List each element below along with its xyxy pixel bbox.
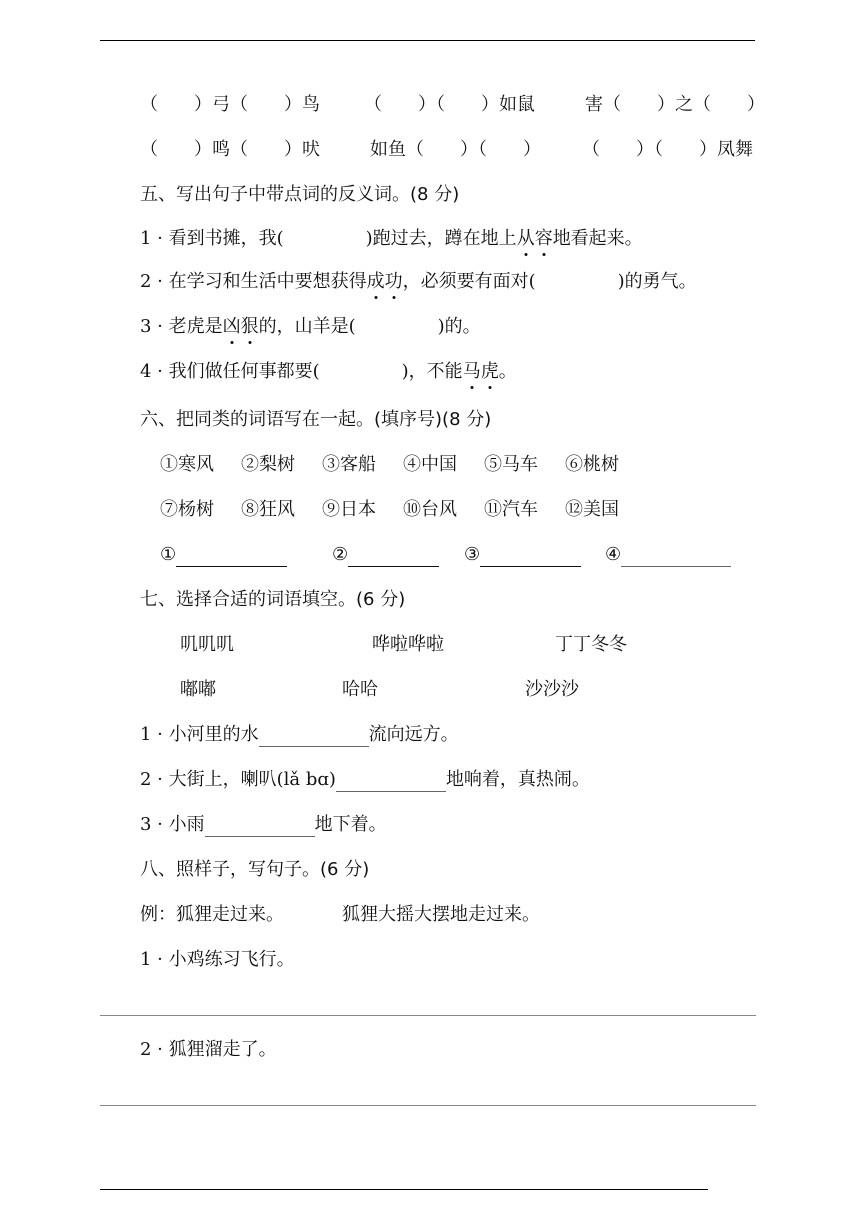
category-label: ③ bbox=[464, 544, 481, 565]
word-12: ⑫美国 bbox=[565, 499, 619, 520]
idiom-1-3: 害（ ）之（ ） bbox=[585, 94, 765, 115]
q-number: 1 · bbox=[140, 228, 169, 249]
example-label: 例：狐狸走过来。 bbox=[140, 904, 284, 925]
idiom-2-2: 如鱼（ ）（ ） bbox=[370, 139, 541, 160]
answer-line-1[interactable] bbox=[100, 1015, 756, 1016]
category-blank[interactable] bbox=[176, 546, 287, 567]
word-7: ⑦杨树 bbox=[160, 499, 214, 520]
word-1: ①寒风 bbox=[160, 454, 214, 475]
category-label: ② bbox=[332, 544, 349, 565]
dotted-char: 功 bbox=[384, 271, 403, 292]
q-text: 小河里的水 bbox=[168, 724, 259, 745]
idiom-2-1: （ ）鸣（ ）吠 bbox=[140, 139, 320, 160]
word-3: ③客船 bbox=[322, 454, 376, 475]
dotted-char: 成 bbox=[366, 271, 385, 292]
dotted-char: 从 bbox=[516, 228, 535, 249]
fill-blank[interactable] bbox=[205, 816, 315, 837]
dotted-char: 容 bbox=[534, 228, 553, 249]
dotted-char: 凶 bbox=[222, 316, 241, 337]
word-9: ⑨日本 bbox=[322, 499, 376, 520]
idiom-2-3: （ ）（ ）凤舞 bbox=[582, 139, 753, 160]
section8-q1: 1 · 小鸡练习飞行。 bbox=[140, 949, 295, 970]
category-label: ④ bbox=[605, 544, 622, 565]
q-text: ，必须要有面对( bbox=[402, 271, 536, 292]
category-blank[interactable] bbox=[480, 546, 581, 567]
q-number: 3 · bbox=[140, 814, 169, 835]
q-text: 老虎是 bbox=[168, 316, 223, 337]
fill-blank[interactable] bbox=[259, 726, 369, 747]
category-answer-1 bbox=[160, 543, 287, 567]
q-text: 大街上，喇叭(lǎ bɑ) bbox=[168, 769, 336, 790]
word-8: ⑧狂风 bbox=[241, 499, 295, 520]
section7-q3 bbox=[140, 813, 387, 837]
q-text: 地下着。 bbox=[314, 814, 387, 835]
section7-title: 七、选择合适的词语填空。(6 分) bbox=[140, 589, 406, 610]
section7-q2 bbox=[140, 768, 590, 792]
category-label: ① bbox=[160, 544, 177, 565]
category-answer-2 bbox=[332, 543, 439, 567]
word-5: ⑤马车 bbox=[484, 454, 538, 475]
dotted-char: 狠 bbox=[240, 316, 259, 337]
q-text: )的勇气。 bbox=[617, 271, 697, 292]
q-text: 小雨 bbox=[168, 814, 205, 835]
q-number: 1 · bbox=[140, 724, 169, 745]
q-text: 地看起来。 bbox=[552, 228, 643, 249]
section8-title: 八、照样子，写句子。(6 分) bbox=[140, 859, 370, 880]
section5-q2 bbox=[140, 270, 697, 294]
example-answer: 狐狸大摇大摆地走过来。 bbox=[342, 904, 540, 925]
q-text: 看到书摊，我( bbox=[168, 228, 284, 249]
word-6: ⑥桃树 bbox=[565, 454, 619, 475]
category-blank[interactable] bbox=[621, 546, 731, 567]
category-answer-3 bbox=[464, 543, 581, 567]
fill-blank[interactable] bbox=[336, 771, 446, 792]
category-answer-4 bbox=[605, 543, 731, 567]
answer-line-2[interactable] bbox=[100, 1105, 756, 1106]
section5-q1 bbox=[140, 227, 643, 251]
choice-word: 哗啦哗啦 bbox=[372, 634, 444, 655]
bottom-rule bbox=[100, 1189, 708, 1190]
section5-q4 bbox=[140, 360, 517, 384]
word-10: ⑩台风 bbox=[403, 499, 457, 520]
q-text: 我们做任何事都要( bbox=[168, 361, 320, 382]
q-number: 4 · bbox=[140, 361, 169, 382]
word-2: ②梨树 bbox=[241, 454, 295, 475]
choice-word: 嘟嘟 bbox=[180, 679, 216, 700]
q-text: 地响着，真热闹。 bbox=[445, 769, 590, 790]
q-text: 。 bbox=[498, 361, 517, 382]
q-number: 2 · bbox=[140, 271, 169, 292]
section8-q2: 2 · 狐狸溜走了。 bbox=[140, 1039, 277, 1060]
word-11: ⑪汽车 bbox=[484, 499, 538, 520]
section5-title: 五、写出句子中带点词的反义词。(8 分) bbox=[140, 184, 460, 205]
category-blank[interactable] bbox=[348, 546, 439, 567]
q-text: 的，山羊是( bbox=[258, 316, 356, 337]
q-text: )的。 bbox=[437, 316, 481, 337]
choice-word: 沙沙沙 bbox=[525, 679, 579, 700]
choice-word: 丁丁冬冬 bbox=[555, 634, 627, 655]
q-number: 2 · bbox=[140, 769, 169, 790]
dotted-char: 虎 bbox=[480, 361, 499, 382]
section5-q3 bbox=[140, 315, 481, 339]
section6-title: 六、把同类的词语写在一起。(填序号)(8 分) bbox=[140, 409, 492, 430]
q-text: )，不能 bbox=[401, 361, 463, 382]
q-number: 3 · bbox=[140, 316, 169, 337]
choice-word: 叽叽叽 bbox=[180, 634, 234, 655]
top-rule bbox=[100, 40, 755, 41]
dotted-char: 马 bbox=[462, 361, 481, 382]
section7-q1 bbox=[140, 723, 459, 747]
q-text: 在学习和生活中要想获得 bbox=[168, 271, 367, 292]
q-text: )跑过去，蹲在地上 bbox=[365, 228, 517, 249]
idiom-1-1: （ ）弓（ ）鸟 bbox=[140, 94, 320, 115]
word-4: ④中国 bbox=[403, 454, 457, 475]
idiom-1-2: （ ）（ ）如鼠 bbox=[364, 94, 535, 115]
q-text: 流向远方。 bbox=[368, 724, 459, 745]
choice-word: 哈哈 bbox=[342, 679, 378, 700]
